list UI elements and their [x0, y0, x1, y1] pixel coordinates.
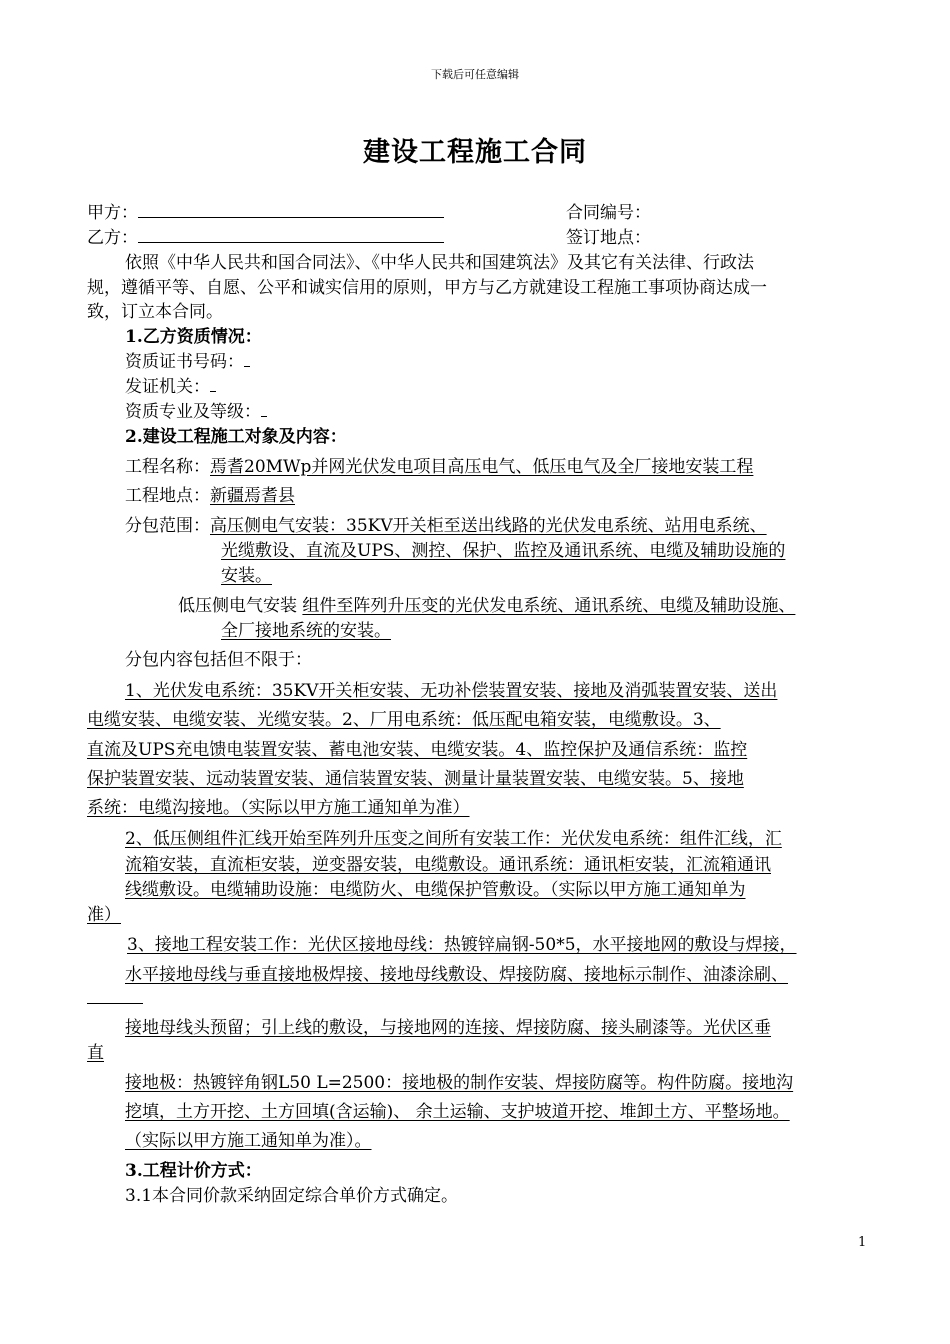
scope-hv-line-3: 安装。: [221, 566, 272, 586]
section1-heading: 1.乙方资质情况：: [125, 327, 262, 347]
project-site-label: 工程地点：: [125, 486, 210, 506]
item2-line-4: 准）: [87, 905, 121, 925]
party-b-blank: [138, 228, 444, 243]
grade-label: 资质专业及等级：: [125, 402, 261, 422]
party-a-row: [87, 202, 444, 224]
item1-line-4: 保护装置安装、远动装置安装、通信装置安装、测量计量装置安装、电缆安装。5、接地: [87, 769, 744, 789]
project-site-value: 新疆焉耆县: [210, 486, 295, 506]
intro-line-2: 规，遵循平等、自愿、公平和诚实信用的原则，甲方与乙方就建设工程施工事项协商达成一: [87, 278, 767, 298]
cert-no-blank: [244, 352, 250, 367]
scope-lv-line-1: 组件至阵列升压变的光伏发电系统、通讯系统、电缆及辅助设施、: [302, 596, 796, 616]
sign-place-label: 签订地点：: [566, 228, 651, 248]
item3-line-2: 水平接地母线与垂直接地极焊接、接地母线敷设、焊接防腐、接地标示制作、油漆涂刷、: [125, 965, 788, 985]
document-title: 建设工程施工合同: [363, 137, 587, 168]
item3-spacer-rule: [87, 1003, 143, 1004]
section3-heading: 3.工程计价方式：: [125, 1161, 262, 1181]
item3-line-5: 接地极：热镀锌角钢L50 L=2500：接地极的制作安装、焊接防腐等。构件防腐。接地沟: [125, 1073, 794, 1093]
party-b-row: [87, 227, 444, 249]
project-name-row: [125, 456, 753, 478]
issuer-label: 发证机关：: [125, 377, 210, 397]
page-header-note: 下载后可任意编辑: [431, 68, 519, 81]
grade-blank: [261, 402, 267, 417]
party-b-label: 乙方：: [87, 228, 138, 248]
cert-no-row: [125, 351, 250, 373]
item3-line-6: 挖填，土方开挖、土方回填(含运输)、 余土运输、支护坡道开挖、堆卸土方、平整场地。: [125, 1102, 790, 1122]
scope-lv-row: [178, 595, 795, 617]
grade-row: [125, 401, 267, 423]
intro-line-3: 致，订立本合同。: [87, 302, 223, 322]
scope-hv-line-1: 35KV开关柜至送出线路的光伏发电系统、站用电系统、: [346, 516, 767, 536]
section2-heading: 2.建设工程施工对象及内容：: [125, 427, 347, 447]
cert-no-label: 资质证书号码：: [125, 352, 244, 372]
party-a-label: 甲方：: [87, 203, 138, 223]
item3-line-3: 接地母线头预留；引上线的敷设，与接地网的连接、焊接防腐、接头刷漆等。光伏区垂: [125, 1018, 771, 1038]
project-name-label: 工程名称：: [125, 457, 210, 477]
scope-lv-label: 低压侧电气安装: [178, 596, 297, 616]
item1-line-1: 1、光伏发电系统：35KV开关柜安装、无功补偿装置安装、接地及消弧装置安装、送出: [125, 681, 778, 701]
project-name-value: 焉耆20MWp并网光伏发电项目高压电气、低压电气及全厂接地安装工程: [210, 457, 754, 477]
issuer-row: [125, 376, 216, 398]
clause-3-1: 3.1本合同价款采纳固定综合单价方式确定。: [125, 1186, 459, 1206]
intro-line-1: 依照《中华人民共和国合同法》、《中华人民共和国建筑法》及其它有关法律、行政法: [125, 253, 754, 273]
issuer-blank: [210, 377, 216, 392]
contract-no-label: 合同编号：: [566, 203, 651, 223]
scope-hv-row: [125, 515, 767, 537]
scope-hv-label: 高压侧电气安装：: [210, 516, 346, 536]
item2-line-1: 2、低压侧组件汇线开始至阵列升压变之间所有安装工作：光伏发电系统：组件汇线，汇: [125, 829, 782, 849]
project-site-row: [125, 485, 295, 507]
item3-line-7: （实际以甲方施工通知单为准）。: [125, 1131, 372, 1151]
party-a-blank: [138, 203, 444, 218]
scope-lv-line-2: 全厂接地系统的安装。: [221, 621, 391, 641]
page-number: 1: [858, 1235, 867, 1250]
item3-line-1: 3、接地工程安装工作：光伏区接地母线：热镀锌扁钢-50*5，水平接地网的敷设与焊接，: [127, 935, 797, 955]
item2-line-2: 流箱安装，直流柜安装，逆变器安装，电缆敷设。通讯系统：通讯柜安装，汇流箱通讯: [125, 855, 771, 875]
content-intro: 分包内容包括但不限于：: [125, 650, 312, 670]
scope-label: 分包范围：: [125, 516, 210, 536]
scope-hv-line-2: 光缆敷设、直流及UPS、测控、保护、监控及通讯系统、电缆及辅助设施的: [221, 541, 786, 561]
item3-line-4: 直: [87, 1043, 104, 1063]
item2-line-3: 线缆敷设。电缆辅助设施：电缆防火、电缆保护管敷设。（实际以甲方施工通知单为: [125, 880, 746, 900]
item1-line-5: 系统：电缆沟接地。（实际以甲方施工通知单为准）: [87, 798, 470, 818]
item1-line-3: 直流及UPS充电馈电装置安装、蓄电池安装、电缆安装。4、监控保护及通信系统：监控: [87, 740, 748, 760]
item1-line-2: 电缆安装、电缆安装、光缆安装。2、厂用电系统：低压配电箱安装，电缆敷设。3、: [87, 710, 721, 730]
